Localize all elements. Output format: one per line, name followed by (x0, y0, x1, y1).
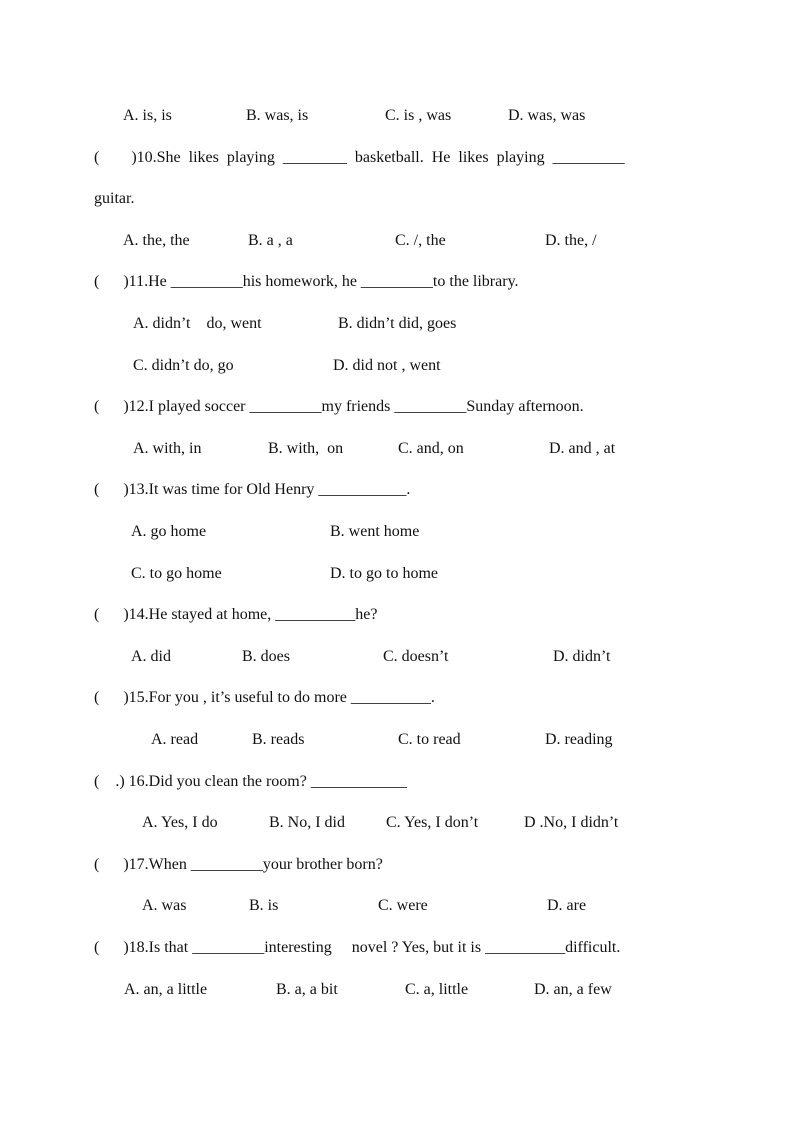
q15-option-d: D. reading (545, 731, 613, 748)
q14-option-d: D. didn’t (553, 648, 611, 665)
q17-stem: ( )17.When _________your brother born? (94, 856, 383, 873)
q16-stem: ( .) 16.Did you clean the room? ____________ (94, 773, 407, 790)
q9-option-c: C. is , was (385, 107, 452, 124)
q14-option-b: B. does (242, 648, 290, 665)
q17-option-b: B. is (249, 897, 279, 914)
q17-option-a: A. was (142, 897, 187, 914)
q12-option-a: A. with, in (133, 440, 202, 457)
q14-stem: ( )14.He stayed at home, __________he? (94, 606, 378, 623)
q15-option-c: C. to read (398, 731, 461, 748)
q16-option-c: C. Yes, I don’t (386, 814, 479, 831)
q11-option-a: A. didn’t do, went (133, 315, 262, 332)
q11-option-b: B. didn’t did, goes (338, 315, 457, 332)
q17-option-c: C. were (378, 897, 428, 914)
q12-stem: ( )12.I played soccer _________my friends _________Sunday afternoon. (94, 398, 584, 415)
q11-stem: ( )11.He _________his homework, he _________to the library. (94, 273, 519, 290)
q10-option-d: D. the, / (545, 232, 597, 249)
q10-option-b: B. a , a (248, 232, 293, 249)
q13-stem: ( )13.It was time for Old Henry ___________. (94, 481, 411, 498)
q15-option-a: A. read (151, 731, 199, 748)
q10-option-a: A. the, the (123, 232, 190, 249)
q16-option-b: B. No, I did (269, 814, 345, 831)
q13-option-b: B. went home (330, 523, 420, 540)
q18-stem: ( )18.Is that _________interesting novel ? Yes, but it is __________difficult. (94, 939, 621, 956)
q13-option-d: D. to go to home (330, 565, 438, 582)
q16-option-a: A. Yes, I do (142, 814, 218, 831)
q18-option-c: C. a, little (405, 981, 469, 998)
q9-option-d: D. was, was (508, 107, 586, 124)
q10-stem-continued: guitar. (94, 190, 135, 207)
q15-option-b: B. reads (252, 731, 305, 748)
q9-option-a: A. is, is (123, 107, 172, 124)
q11-option-c: C. didn’t do, go (133, 357, 234, 374)
q12-option-d: D. and , at (549, 440, 616, 457)
q12-option-c: C. and, on (398, 440, 464, 457)
q16-option-d: D .No, I didn’t (524, 814, 619, 831)
q14-option-a: A. did (131, 648, 171, 665)
q15-stem: ( )15.For you , it’s useful to do more __________. (94, 689, 435, 706)
q18-option-a: A. an, a little (124, 981, 208, 998)
q17-option-d: D. are (547, 897, 587, 914)
q13-option-c: C. to go home (131, 565, 222, 582)
q18-option-d: D. an, a few (534, 981, 612, 998)
q9-option-b: B. was, is (246, 107, 309, 124)
q14-option-c: C. doesn’t (383, 648, 449, 665)
q18-option-b: B. a, a bit (276, 981, 338, 998)
q10-option-c: C. /, the (395, 232, 446, 249)
q11-option-d: D. did not , went (333, 357, 441, 374)
q13-option-a: A. go home (131, 523, 207, 540)
q12-option-b: B. with, on (268, 440, 344, 457)
q10-stem: ( )10.She likes playing ________ basketball. He likes playing _________ (94, 149, 625, 166)
